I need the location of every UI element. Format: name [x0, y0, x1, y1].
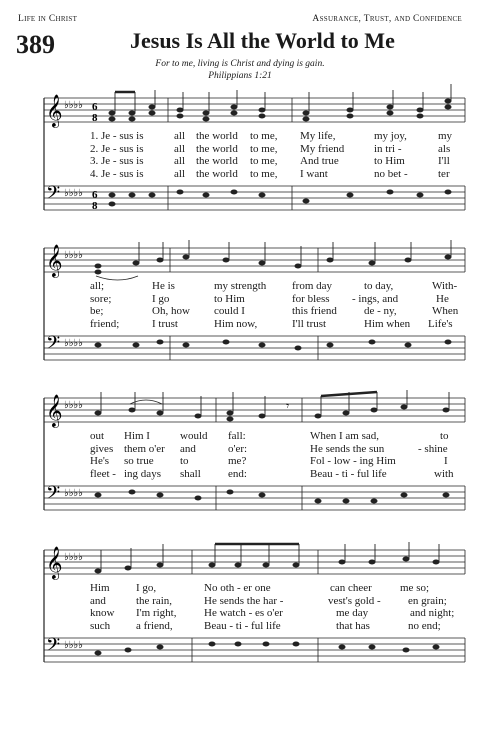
lyric: to day, — [364, 280, 394, 292]
lyric: to Him — [214, 292, 245, 305]
lyric: 3. Je - sus is — [90, 155, 144, 167]
lyric: all; — [90, 280, 105, 292]
lyric: so true — [124, 455, 154, 467]
epigraph-reference: Philippians 1:21 — [208, 71, 272, 81]
lyric: all — [174, 155, 185, 167]
lyric: ing days — [124, 467, 161, 480]
svg-text:𝄢: 𝄢 — [46, 483, 61, 508]
lyric: My life, — [300, 130, 336, 142]
lyric: me? — [228, 455, 247, 467]
lyric: from day — [292, 280, 333, 292]
epigraph-text: For to me, living is Christ and dying is gain. — [155, 59, 325, 69]
lyric: en grain; — [408, 594, 447, 607]
svg-text:♭♭♭♭: ♭♭♭♭ — [64, 640, 83, 651]
lyric: He sends the har - — [204, 594, 284, 607]
verse-line-3 — [0, 455, 480, 468]
lyric: to me, — [250, 130, 278, 142]
lyric: I go — [152, 292, 170, 305]
svg-text:𝄞: 𝄞 — [46, 394, 63, 427]
lyric: all — [174, 167, 185, 180]
verse-line-1 — [0, 430, 480, 443]
verse-line-3 — [0, 305, 480, 318]
lyric: When I am sad, — [310, 430, 380, 442]
lyric: He watch - es o'er — [204, 607, 283, 619]
lyric: He is — [152, 280, 175, 292]
lyric: I'll — [438, 155, 450, 167]
verse-line-2 — [0, 443, 480, 456]
verse-line-4 — [0, 318, 480, 331]
lyric: to me, — [250, 142, 278, 155]
lyric: my strength — [214, 280, 267, 292]
lyric: the world — [196, 142, 238, 155]
verse-line-4 — [0, 620, 480, 633]
lyric: to — [440, 430, 449, 442]
verse-line-3 — [0, 607, 480, 620]
svg-text:♭♭♭♭: ♭♭♭♭ — [64, 400, 83, 411]
lyric: He's — [90, 455, 110, 467]
lyric: out — [90, 430, 105, 442]
lyric: When — [432, 305, 459, 317]
lyric: I'll trust — [292, 317, 327, 330]
svg-text:♭♭♭♭: ♭♭♭♭ — [64, 552, 83, 563]
lyric: Him I — [124, 430, 150, 442]
verse-line-2 — [0, 293, 480, 306]
svg-text:𝄢: 𝄢 — [46, 183, 61, 208]
svg-text:6: 6 — [92, 189, 98, 201]
lyric: in tri - — [374, 142, 402, 155]
lyric: - shine — [418, 442, 448, 455]
lyric: I'm right, — [136, 607, 177, 619]
running-header-right: Assurance, Trust, and Confidence — [312, 14, 462, 24]
lyric: no end; — [408, 619, 441, 632]
lyric: I — [444, 455, 448, 467]
svg-text:𝄢: 𝄢 — [46, 333, 61, 358]
lyric: know — [90, 607, 115, 619]
lyric: all — [174, 142, 185, 155]
lyric: de - ny, — [364, 305, 397, 317]
lyric: He sends the sun — [310, 442, 385, 455]
lyric: that has — [336, 619, 370, 632]
lyric: - ings, and — [352, 292, 399, 305]
lyric: and — [180, 442, 196, 455]
lyric: all — [174, 130, 185, 142]
lyric: 2. Je - sus is — [90, 142, 144, 155]
hymn-number: 389 — [16, 30, 55, 59]
music-system-2 — [0, 234, 480, 374]
lyric: and night; — [410, 607, 455, 619]
lyric: No oth - er one — [204, 582, 271, 594]
lyric: the rain, — [136, 594, 173, 607]
lyric: to Him — [374, 155, 405, 167]
lyric: no bet - — [374, 167, 408, 180]
lyric: Life's — [428, 317, 453, 330]
lyric: to — [180, 455, 189, 467]
lyric: such — [90, 619, 111, 632]
lyric: this friend — [292, 305, 337, 317]
lyric: end: — [228, 467, 247, 480]
lyric: my — [438, 130, 453, 142]
lyric: and — [90, 594, 106, 607]
lyric: to me, — [250, 155, 278, 167]
lyric: Beau - ti - ful life — [310, 467, 387, 480]
lyric: 4. Je - sus is — [90, 167, 144, 180]
lyric: I go, — [136, 582, 157, 594]
lyric: to me, — [250, 167, 278, 180]
lyric: Fol - low - ing Him — [310, 455, 396, 467]
lyric: 1. Je - sus is — [90, 130, 144, 142]
lyric: sore; — [90, 292, 112, 305]
verse-line-1 — [0, 130, 480, 143]
verse-line-4 — [0, 168, 480, 181]
svg-text:𝄞: 𝄞 — [46, 546, 63, 579]
lyric: a friend, — [136, 619, 173, 632]
lyric: fall: — [228, 430, 246, 442]
lyric: the world — [196, 155, 238, 167]
svg-text:8: 8 — [92, 112, 98, 124]
lyric: Oh, how — [152, 305, 190, 317]
lyric: I want — [300, 167, 328, 180]
lyric: for bless — [292, 292, 330, 305]
svg-text:♭♭♭♭: ♭♭♭♭ — [64, 250, 83, 261]
lyric: Him when — [364, 317, 411, 330]
svg-text:♭♭♭♭: ♭♭♭♭ — [64, 188, 83, 199]
lyric: fleet - — [90, 467, 116, 480]
lyric: with — [434, 467, 454, 480]
lyric: o'er: — [228, 442, 248, 455]
lyric: Him — [90, 582, 110, 594]
music-system-1 — [0, 84, 480, 224]
lyric: could I — [214, 305, 245, 317]
svg-text:6: 6 — [92, 101, 98, 113]
lyric: be; — [90, 305, 104, 317]
running-header-left: Life in Christ — [18, 14, 78, 24]
lyric: My friend — [300, 142, 345, 155]
lyric: me so; — [400, 582, 430, 594]
lyric: als — [438, 142, 451, 155]
lyric: ter — [438, 167, 450, 180]
verse-line-1 — [0, 582, 480, 595]
svg-text:♭♭♭♭: ♭♭♭♭ — [64, 338, 83, 349]
verse-line-3 — [0, 155, 480, 168]
svg-text:♭♭♭♭: ♭♭♭♭ — [64, 100, 83, 111]
verse-line-4 — [0, 468, 480, 481]
music-system-3 — [0, 384, 480, 524]
lyric: would — [180, 430, 208, 442]
lyric: And true — [300, 155, 339, 167]
lyric: my joy, — [374, 130, 407, 142]
svg-text:𝄢: 𝄢 — [46, 635, 61, 660]
lyric: me day — [336, 607, 369, 619]
lyric: the world — [196, 167, 238, 180]
lyric: Him now, — [214, 317, 258, 330]
svg-text:♭♭♭♭: ♭♭♭♭ — [64, 488, 83, 499]
lyric: the world — [196, 130, 238, 142]
verse-line-2 — [0, 595, 480, 608]
lyric: Beau - ti - ful life — [204, 619, 281, 632]
svg-text:𝄾: 𝄾 — [286, 399, 290, 413]
svg-text:𝄞: 𝄞 — [46, 94, 63, 127]
verse-line-2 — [0, 143, 480, 156]
lyric: them o'er — [124, 442, 165, 455]
lyric: He — [436, 292, 449, 305]
lyric: With- — [432, 280, 458, 292]
lyric: friend; — [90, 317, 120, 330]
lyric: I trust — [152, 317, 178, 330]
verse-line-1 — [0, 280, 480, 293]
lyric: vest's gold - — [328, 594, 381, 607]
lyric: can cheer — [330, 582, 372, 594]
svg-text:𝄞: 𝄞 — [46, 244, 63, 277]
svg-text:8: 8 — [92, 200, 98, 212]
lyric: shall — [180, 467, 201, 480]
lyric: gives — [90, 442, 114, 455]
music-system-4 — [0, 536, 480, 676]
hymn-title: Jesus Is All the World to Me — [130, 28, 395, 53]
